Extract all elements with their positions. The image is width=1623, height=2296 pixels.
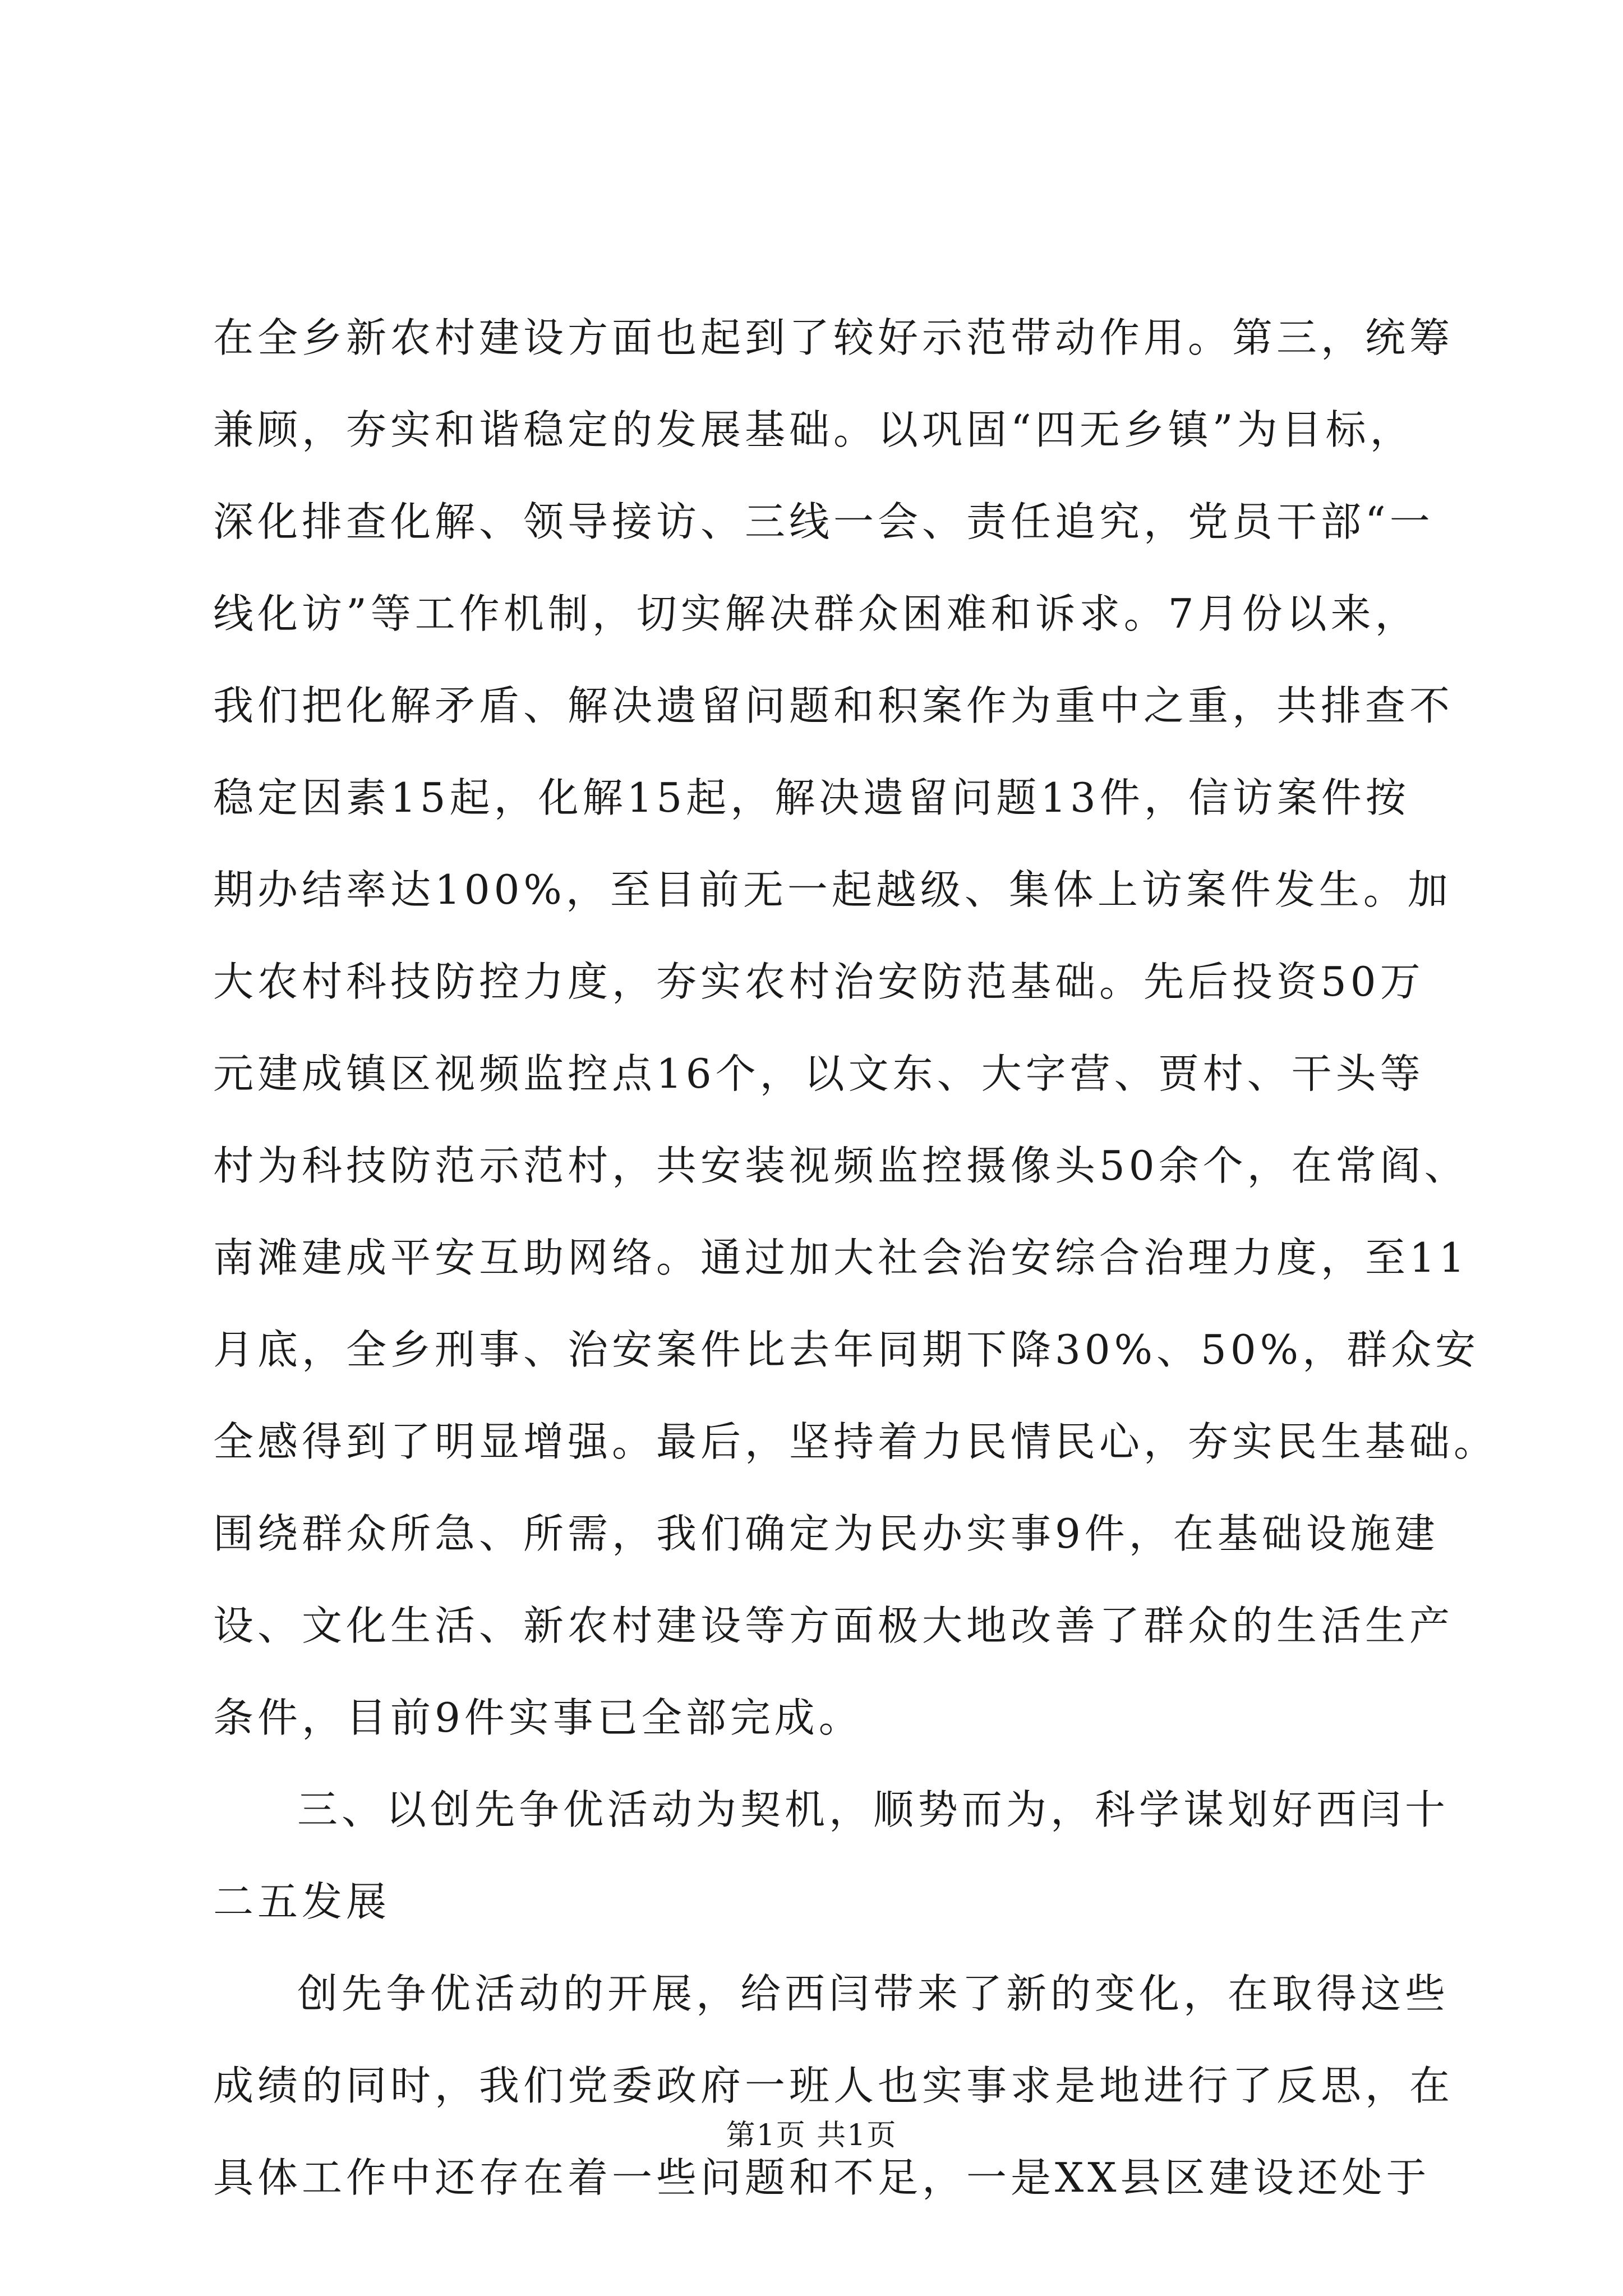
section-heading: 三、以创先争优活动为契机，顺势而为，科学谋划好西闫十 <box>297 1786 1450 1833</box>
text-line: 在全乡新农村建设方面也起到了较好示范带动作用。第三，统筹 <box>213 314 1454 361</box>
text-line: 月底，全乡刑事、治安案件比去年同期下降30%、50%，群众安 <box>213 1326 1480 1373</box>
text-line: 大农村科技防控力度，夯实农村治安防范基础。先后投资50万 <box>213 958 1424 1005</box>
text-line: 条件，目前9件实事已全部完成。 <box>213 1694 863 1741</box>
text-line: 兼顾，夯实和谐稳定的发展基础。以巩固“四无乡镇”为目标， <box>213 406 1414 453</box>
text-line: 元建成镇区视频监控点16个，以文东、大字营、贾村、干头等 <box>213 1050 1424 1097</box>
text-line: 南滩建成平安互助网络。通过加大社会治安综合治理力度，至11 <box>213 1234 1469 1281</box>
text-line: 创先争优活动的开展，给西闫带来了新的变化，在取得这些 <box>297 1970 1450 2017</box>
text-line: 成绩的同时，我们党委政府一班人也实事求是地进行了反思，在 <box>213 2062 1454 2109</box>
text-line: 村为科技防范示范村，共安装视频监控摄像头50余个，在常阎、 <box>213 1142 1469 1189</box>
page-footer: 第1页 共1页 <box>726 2119 897 2152</box>
text-line: 深化排查化解、领导接访、三线一会、责任追究，党员干部“一 <box>213 498 1434 545</box>
text-line: 设、文化生活、新农村建设等方面极大地改善了群众的生活生产 <box>213 1602 1454 1649</box>
body-text <box>213 292 1498 2224</box>
text-line: 线化访”等工作机制，切实解决群众困难和诉求。7月份以来， <box>213 590 1419 637</box>
text-line: 全感得到了明显增强。最后，坚持着力民情民心，夯实民生基础。 <box>213 1418 1498 1465</box>
text-line: 我们把化解矛盾、解决遗留问题和积案作为重中之重，共排查不 <box>213 682 1454 729</box>
section-heading-continuation: 二五发展 <box>213 1878 391 1925</box>
text-line: 具体工作中还存在着一些问题和不足，一是XX县区建设还处于 <box>213 2154 1431 2201</box>
text-line: 围绕群众所急、所需，我们确定为民办实事9件，在基础设施建 <box>213 1510 1439 1557</box>
text-line: 稳定因素15起，化解15起，解决遗留问题13件，信访案件按 <box>213 774 1410 821</box>
text-line: 期办结率达100%，至目前无一起越级、集体上访案件发生。加 <box>213 866 1452 913</box>
